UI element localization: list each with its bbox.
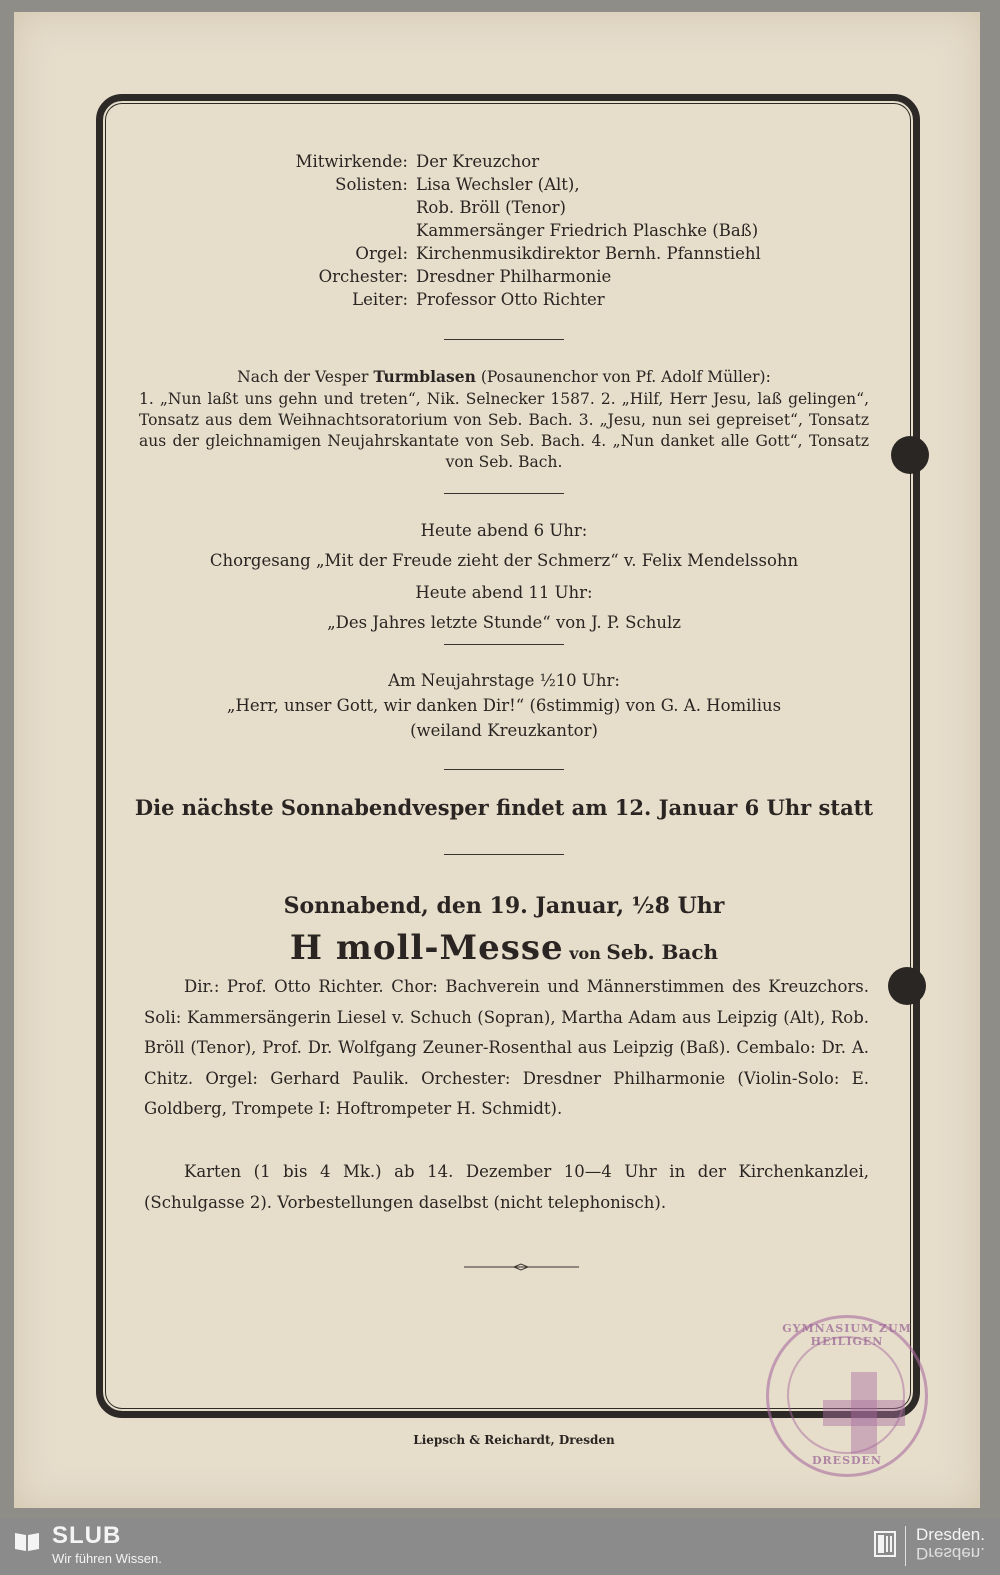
turmblasen-intro: Nach der Vesper Turmblasen (Posaunenchor von Pf. Adolf Müller): <box>237 367 771 386</box>
cast-row <box>144 265 844 288</box>
cast-value: Professor Otto Richter <box>416 290 605 309</box>
work-title: H moll-Messe <box>289 928 564 968</box>
cast-row <box>144 288 844 311</box>
cast-role <box>144 219 416 242</box>
cast-value: Der Kreuzchor <box>416 152 540 171</box>
cast-value: Rob. Bröll (Tenor) <box>416 198 566 217</box>
next-vesper-notice: Die nächste Sonnabendvesper findet am 12. Januar 6 Uhr statt <box>134 795 874 820</box>
turmblasen-heading: Turmblasen <box>373 367 476 386</box>
event-note: (weiland Kreuzkantor) <box>410 721 598 740</box>
cast-role: Solisten: <box>335 175 408 194</box>
cast-row <box>144 196 844 219</box>
divider <box>444 769 564 770</box>
cast-role: Orgel: <box>355 244 408 263</box>
stamp-text-bottom: DRESDEN <box>812 1454 882 1467</box>
viewer-footer <box>0 1518 1000 1575</box>
cast-row <box>144 219 844 242</box>
footer-separator <box>905 1526 906 1566</box>
cast-role <box>144 196 416 219</box>
program-sheet <box>14 12 980 1508</box>
cast-list <box>144 150 844 311</box>
divider <box>444 493 564 494</box>
concert-date: Sonnabend, den 19. Januar, ½8 Uhr <box>283 893 725 919</box>
dresden-logo-text[interactable]: Dresden. Dresden. <box>916 1525 985 1563</box>
slub-tagline: Wir führen Wissen. <box>52 1551 162 1566</box>
cast-row <box>144 150 844 173</box>
dresden-crest-icon[interactable] <box>874 1531 896 1557</box>
cast-value: Kirchenmusikdirektor Bernh. Pfannstiehl <box>416 244 761 263</box>
event-text: „Herr, unser Gott, wir danken Dir!“ (6stimmig) von G. A. Homilius <box>226 696 782 715</box>
cast-value: Kammersänger Friedrich Plaschke (Baß) <box>416 221 759 240</box>
concert-title <box>124 928 884 968</box>
ornament-divider <box>464 1263 579 1271</box>
ticket-info: Karten (1 bis 4 Mk.) ab 14. Dezember 10—4 Uhr in der Kirchenkanzlei, (Schulgasse 2). Vorbestellungen daselbst (nicht telephonisch). <box>144 1162 869 1212</box>
event-time: Heute abend 6 Uhr: <box>420 521 588 540</box>
cast-row <box>144 173 844 196</box>
cast-row <box>144 242 844 265</box>
cast-role: Mitwirkende: <box>295 152 408 171</box>
event-evening <box>124 516 884 576</box>
divider <box>444 644 564 645</box>
event-time: Heute abend 11 Uhr: <box>415 583 593 602</box>
printer-imprint: Liepsch & Reichardt, Dresden <box>413 1433 615 1447</box>
turmblasen-pieces: 1. „Nun laßt uns gehn und treten“, Nik. Selnecker 1587. 2. „Hilf, Herr Jesu, laß gelingen“, Tonsatz aus dem Weihnachtsoratorium von Seb. Bach. 3. „Jesu, nun sei gepreiset“, Tonsatz aus der gleichnamigen Neujahrskantate von Seb. Bach. 4. „Nun danket alle Gott“, Tonsatz von Seb. Bach. <box>139 390 869 471</box>
cast-role: Orchester: <box>318 267 408 286</box>
event-night <box>124 578 884 638</box>
slub-logo-text[interactable]: SLUB <box>52 1522 122 1549</box>
program-content <box>14 12 980 1508</box>
event-text: Chorgesang „Mit der Freude zieht der Schmerz“ v. Felix Mendelssohn <box>209 551 799 570</box>
event-text: „Des Jahres letzte Stunde“ von J. P. Schulz <box>327 613 681 632</box>
slub-book-icon[interactable] <box>14 1530 40 1552</box>
event-new-year <box>124 668 884 743</box>
cast-role: Leiter: <box>352 290 408 309</box>
event-time: Am Neujahrstage ½10 Uhr: <box>388 671 620 690</box>
cast-value: Lisa Wechsler (Alt), <box>416 175 580 194</box>
divider <box>444 854 564 855</box>
work-composer: Seb. Bach <box>606 940 719 964</box>
concert-details: Dir.: Prof. Otto Richter. Chor: Bachverein und Männerstimmen des Kreuzchors. Soli: Kammersängerin Liesel v. Schuch (Sopran), Martha Adam aus Leipzig (Alt), Rob. Bröll (Tenor), Prof. Dr. Wolfgang Zeuner-Rosenthal aus Leipzig (Baß). Cembalo: Dr. A. Chitz. Orgel: Gerhard Paulik. Orchester: Dresdner Philharmonie (Violin-Solo: E. Goldberg, Trompete I: Hoftrompeter H. Schmidt). <box>144 977 869 1118</box>
divider <box>444 339 564 340</box>
cast-value: Dresdner Philharmonie <box>416 267 612 286</box>
stamp-text-top: GYMNASIUM ZUM HEILIGEN <box>782 1322 912 1348</box>
library-stamp <box>766 1315 928 1477</box>
work-by: von <box>569 944 601 963</box>
